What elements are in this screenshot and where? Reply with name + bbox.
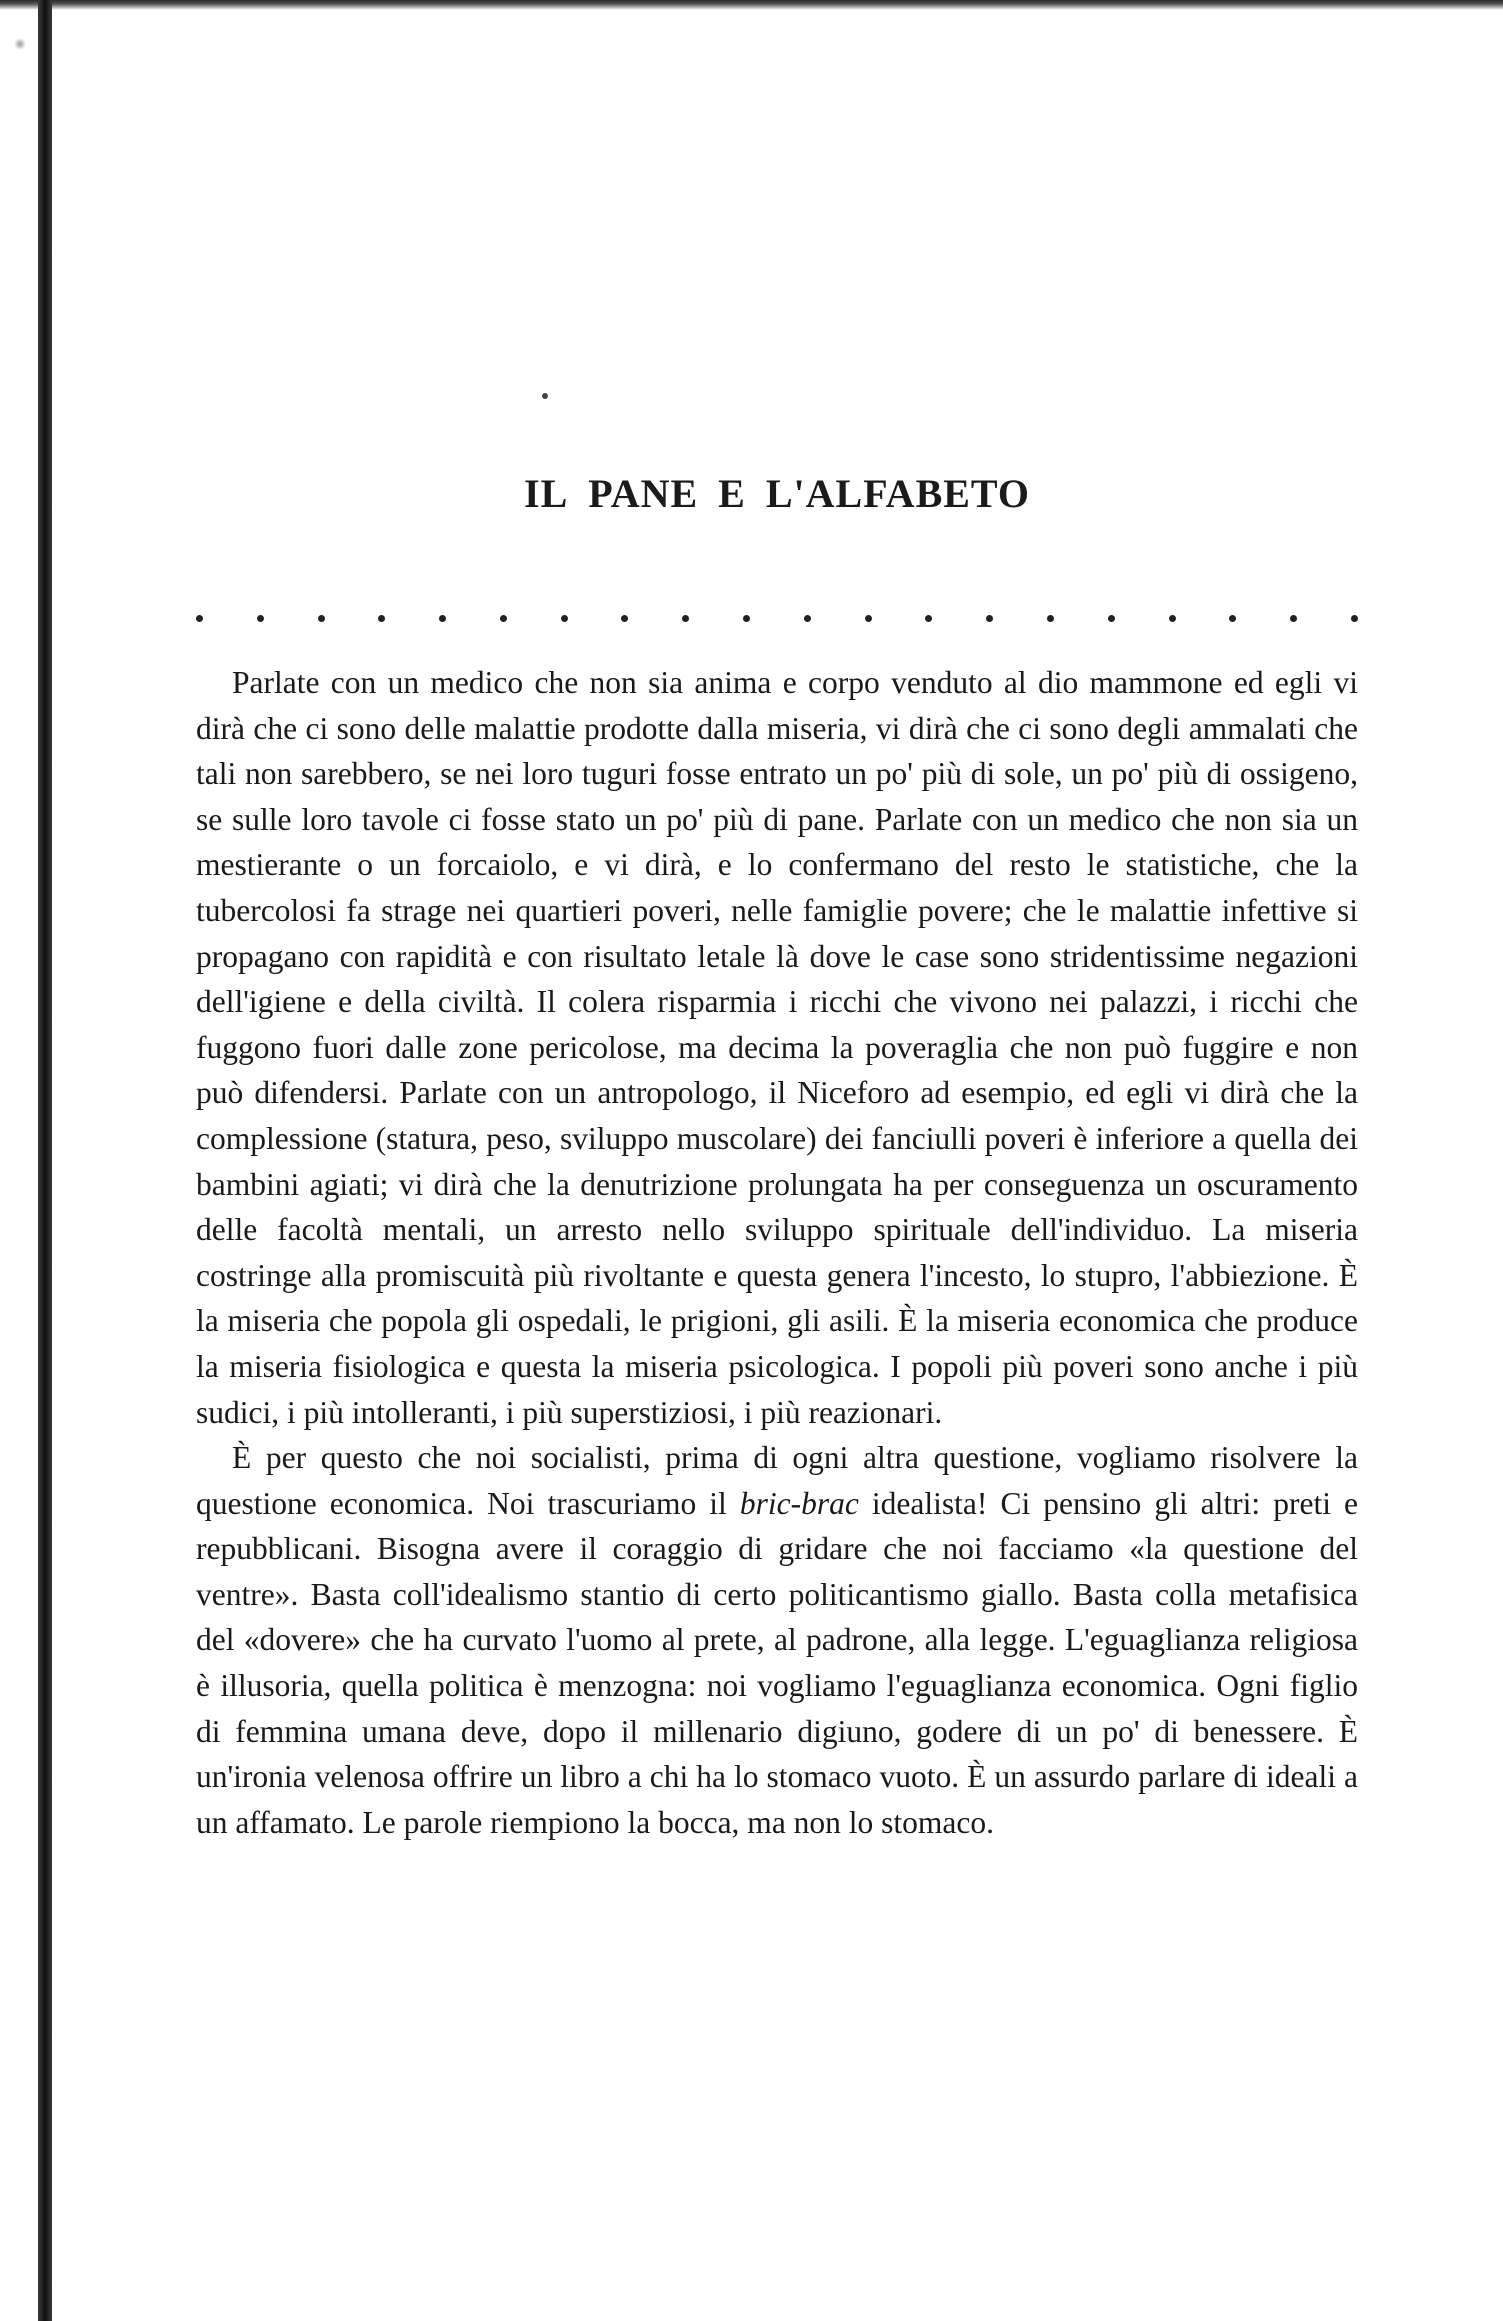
title-word: IL	[524, 471, 569, 516]
body-text	[196, 660, 1358, 1845]
italic-term: bric-brac	[739, 1485, 859, 1521]
ellipsis-dot	[925, 615, 932, 622]
ellipsis-dot	[1351, 615, 1358, 622]
ellipsis-dot	[1229, 615, 1236, 622]
chapter-title	[196, 470, 1358, 517]
ellipsis-dot	[621, 615, 628, 622]
ellipsis-dot	[257, 615, 264, 622]
title-word: PANE	[588, 471, 699, 516]
ellipsis-dot	[1047, 615, 1054, 622]
paragraph-text: È per questo che noi socialisti, prima di ogni altra questione, vogliamo risolvere la questione economica. Noi trascuriamo il	[196, 1440, 1358, 1521]
title-word: E	[718, 471, 746, 516]
ellipsis-dot	[378, 615, 385, 622]
ellipsis-dot	[743, 615, 750, 622]
ellipsis-dot	[1169, 615, 1176, 622]
page-content	[196, 0, 1358, 2321]
ellipsis-dot	[865, 615, 872, 622]
paragraph-text: idealista! Ci pensino gli altri: preti e repubblicani. Bisogna avere il coraggio di gridare che noi facciamo «la questione del ventre». Basta coll'idealismo stantio di certo politicantismo giallo. Basta colla metafisica del «dovere» che ha curvato l'uomo al prete, al padrone, alla legge. L'eguaglianza religiosa è illusoria, quella politica è menzogna: noi vogliamo l'eguaglianza economica. Ogni figlio di femmina umana deve, dopo il millenario digiuno, godere di un po' di benessere. È un'ironia velenosa offrire un libro a chi ha lo stomaco vuoto. È un assurdo parlare di ideali a un affamato. Le parole riempiono la bocca, ma non lo stomaco.	[196, 1485, 1359, 1840]
paragraph	[196, 1435, 1358, 1845]
ellipsis-dot	[561, 615, 568, 622]
ellipsis-dot	[318, 615, 325, 622]
ellipsis-dot	[804, 615, 811, 622]
ellipsis-dot	[500, 615, 507, 622]
ellipsis-dot	[1290, 615, 1297, 622]
page-binding-edge	[38, 0, 52, 2321]
omission-dots	[196, 615, 1358, 622]
paragraph-text: Parlate con un medico che non sia anima e corpo venduto al dio mammone ed egli vi dirà che ci sono delle malattie prodotte dalla miseria, vi dirà che ci sono degli ammalati che tali non sarebbero, se nei loro tuguri fosse entrato un po' più di sole, un po' più di ossigeno, se sulle loro tavole ci fosse stato un po' più di pane. Parlate con un medico che non sia un mestierante o un forcaiolo, e vi dirà, e lo confermano del resto le statistiche, che la tubercolosi fa strage nei quartieri poveri, nelle famiglie povere; che le malattie infettive si propagano con rapidità e con risultato letale là dove le case sono stridentissime negazioni dell'igiene e della civiltà. Il colera risparmia i ricchi che vivono nei palazzi, i ricchi che fuggono fuori dalle zone pericolose, ma decima la poveraglia che non può fuggire e non può difendersi. Parlate con un antropologo, il Niceforo ad esempio, ed egli vi dirà che la complessione (statura, peso, sviluppo muscolare) dei fanciulli poveri è inferiore a quella dei bambini agiati; vi dirà che la denutrizione prolungata ha per conseguenza un oscuramento delle facoltà mentali, un arresto nello sviluppo spirituale dell'individuo. La miseria costringe alla promiscuità più rivoltante e questa genera l'incesto, lo stupro, l'abbiezione. È la miseria che popola gli ospedali, le prigioni, gli asili. È la miseria economica che produce la miseria fisiologica e questa la miseria psicologica. I popoli più poveri sono anche i più sudici, i più intolleranti, i più superstiziosi, i più reazionari.	[196, 665, 1358, 1430]
ellipsis-dot	[439, 615, 446, 622]
paragraph	[196, 660, 1358, 1435]
title-word: L'ALFABETO	[765, 471, 1030, 516]
scan-dust	[8, 20, 38, 80]
ellipsis-dot	[196, 615, 203, 622]
ellipsis-dot	[682, 615, 689, 622]
ellipsis-dot	[1108, 615, 1115, 622]
ellipsis-dot	[986, 615, 993, 622]
